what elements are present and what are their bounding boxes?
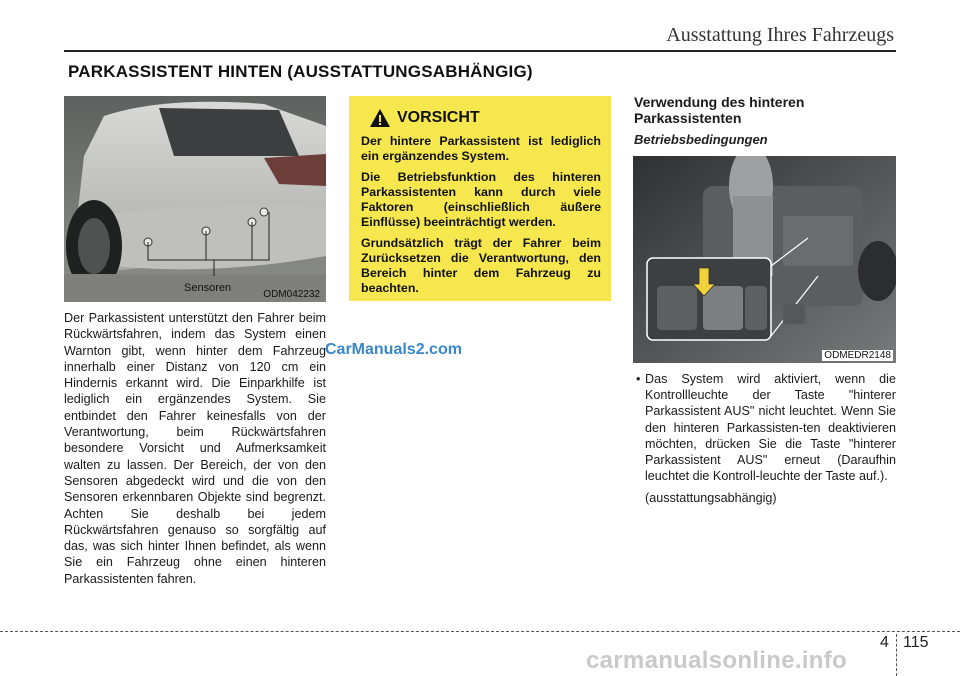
chapter-number: 4 bbox=[880, 634, 889, 651]
caution-title: VORSICHT bbox=[397, 109, 480, 126]
caution-paragraph: Die Betriebsfunktion des hinteren Parkassistenten kann durch viele Faktoren (einschließlich äußere Einflüsse) beeinträchtigt werden. bbox=[361, 170, 601, 229]
warning-triangle-icon bbox=[369, 108, 391, 128]
header-rule bbox=[64, 50, 896, 52]
page-number: 115 bbox=[903, 634, 929, 651]
operating-conditions-subheading: Betriebsbedingungen bbox=[634, 132, 768, 147]
bullet-dot: • bbox=[636, 372, 641, 386]
optional-equipment-note: (ausstattungsabhängig) bbox=[645, 491, 777, 506]
usage-heading: Verwendung des hinteren Parkassistenten bbox=[634, 94, 805, 126]
caution-paragraph: Grundsätzlich trägt der Fahrer beim Zurücksetzen die Verantwortung, den Bereich hinter dem Fahrzeug zu beachten. bbox=[361, 236, 601, 295]
section-title: PARKASSISTENT HINTEN (AUSSTATTUNGSABHÄNGIG) bbox=[68, 62, 533, 81]
sensors-label: Sensoren bbox=[184, 282, 232, 294]
caution-header bbox=[369, 108, 601, 128]
footer-watermark: carmanualsonline.info bbox=[586, 647, 848, 674]
rear-bumper-illustration bbox=[64, 96, 326, 302]
watermark-link[interactable]: CarManuals2.com bbox=[325, 341, 462, 358]
rear-sensors-photo bbox=[64, 96, 326, 302]
bullet-text: Das System wird aktiviert, wenn die Kontrollleuchte der Taste "hinterer Parkassistent AUS" nicht leuchtet. Wenn Sie den hinteren Parkassisten-ten deaktivieren möchten, drücken Sie die Taste "hinterer Parkassistent AUS" erneut (Daraufhin leuchtet die Kontroll-leuchte der Taste auf.). bbox=[645, 372, 896, 484]
console-switch-photo bbox=[633, 156, 896, 363]
footer-divider bbox=[0, 631, 960, 632]
caution-box bbox=[349, 96, 611, 301]
page-separator bbox=[896, 634, 898, 676]
bullet-item bbox=[634, 371, 896, 507]
figure-code-left: ODM042232 bbox=[263, 289, 320, 300]
left-body-text: Der Parkassistent unterstützt den Fahrer beim Rückwärtsfahren, indem das System einen Warnton gibt, wenn hinter dem Fahrzeug innerhalb einer Distanz von 120 cm ein Hindernis erkannt wird. Die Einparkhilfe ist lediglich ein ergänzendes System. Sie entbindet den Fahrer keinesfalls von der Verantwortung, beim Rückwärtsfahren besondere Vorsicht und Aufmerksamkeit walten zu lassen. Der Bereich, der von den Sensoren abgedeckt wird und die von den Sensoren erkennbaren Objekte sind begrenzt. Achten Sie deshalb bei jedem Rückwärtsfahren genauso so sorgfältig auf das, was sich hinter Ihnen befindet, als wenn Sie ein Fahrzeug ohne einen hinteren Parkassistenten fahren. bbox=[64, 311, 326, 586]
figure-code-right: ODMEDR2148 bbox=[824, 350, 891, 361]
chapter-title: Ausstattung Ihres Fahrzeugs bbox=[666, 24, 894, 46]
console-illustration bbox=[633, 156, 896, 363]
caution-paragraph: Der hintere Parkassistent ist lediglich ein ergänzendes System. bbox=[361, 134, 601, 163]
